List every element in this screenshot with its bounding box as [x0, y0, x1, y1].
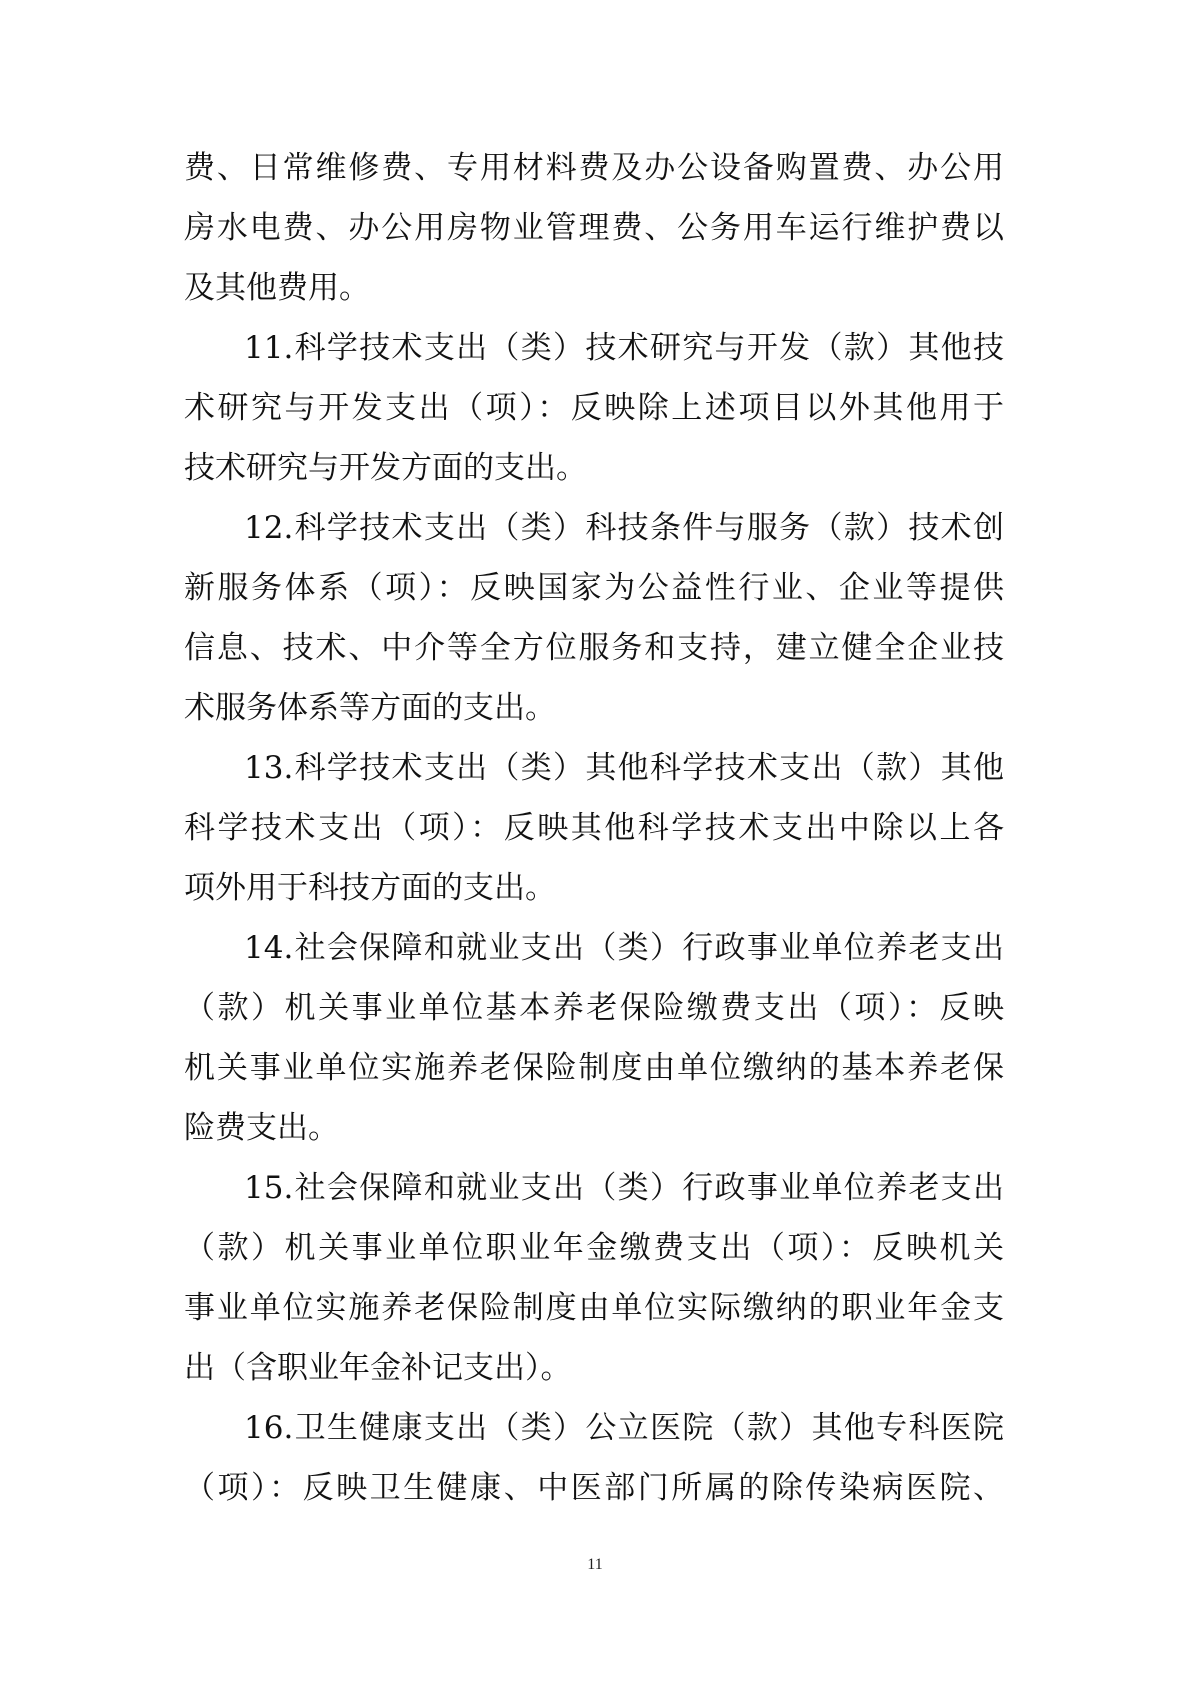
- paragraph-14-first-line: 14.社会保障和就业支出（类）行政事业单位养老支出: [244, 930, 1004, 966]
- text-line: 房水电费、办公用房物业管理费、公务用车运行维护费以: [184, 210, 1004, 246]
- text-line: 出（含职业年金补记支出）。: [184, 1350, 572, 1386]
- paragraph-16-first-line: 16.卫生健康支出（类）公立医院（款）其他专科医院: [244, 1410, 1004, 1446]
- text-line: 及其他费用。: [184, 270, 370, 306]
- text-line: （项）：反映卫生健康、中医部门所属的除传染病医院、: [184, 1470, 1004, 1506]
- paragraph-15-first-line: 15.社会保障和就业支出（类）行政事业单位养老支出: [244, 1170, 1004, 1206]
- text-line: 科学技术支出（项）：反映其他科学技术支出中除以上各: [184, 810, 1004, 846]
- paragraph-11-first-line: 11.科学技术支出（类）技术研究与开发（款）其他技: [244, 330, 1004, 366]
- text-line: 术研究与开发支出（项）：反映除上述项目以外其他用于: [184, 390, 1004, 426]
- text-line: 事业单位实施养老保险制度由单位实际缴纳的职业年金支: [184, 1290, 1004, 1326]
- text-line: 技术研究与开发方面的支出。: [184, 450, 587, 486]
- text-line: 信息、技术、中介等全方位服务和支持，建立健全企业技: [184, 630, 1004, 666]
- text-line: 项外用于科技方面的支出。: [184, 870, 556, 906]
- text-line: 术服务体系等方面的支出。: [184, 690, 556, 726]
- page-number: 11: [587, 1556, 603, 1573]
- paragraph-13-first-line: 13.科学技术支出（类）其他科学技术支出（款）其他: [244, 750, 1004, 786]
- text-line: 机关事业单位实施养老保险制度由单位缴纳的基本养老保: [184, 1050, 1004, 1086]
- paragraph-12-first-line: 12.科学技术支出（类）科技条件与服务（款）技术创: [244, 510, 1004, 546]
- text-line: 险费支出。: [184, 1110, 339, 1146]
- text-line: 费、日常维修费、专用材料费及办公设备购置费、办公用: [184, 150, 1004, 186]
- text-line: （款）机关事业单位职业年金缴费支出（项）：反映机关: [184, 1230, 1004, 1266]
- text-line: （款）机关事业单位基本养老保险缴费支出（项）：反映: [184, 990, 1004, 1026]
- text-line: 新服务体系（项）：反映国家为公益性行业、企业等提供: [184, 570, 1004, 606]
